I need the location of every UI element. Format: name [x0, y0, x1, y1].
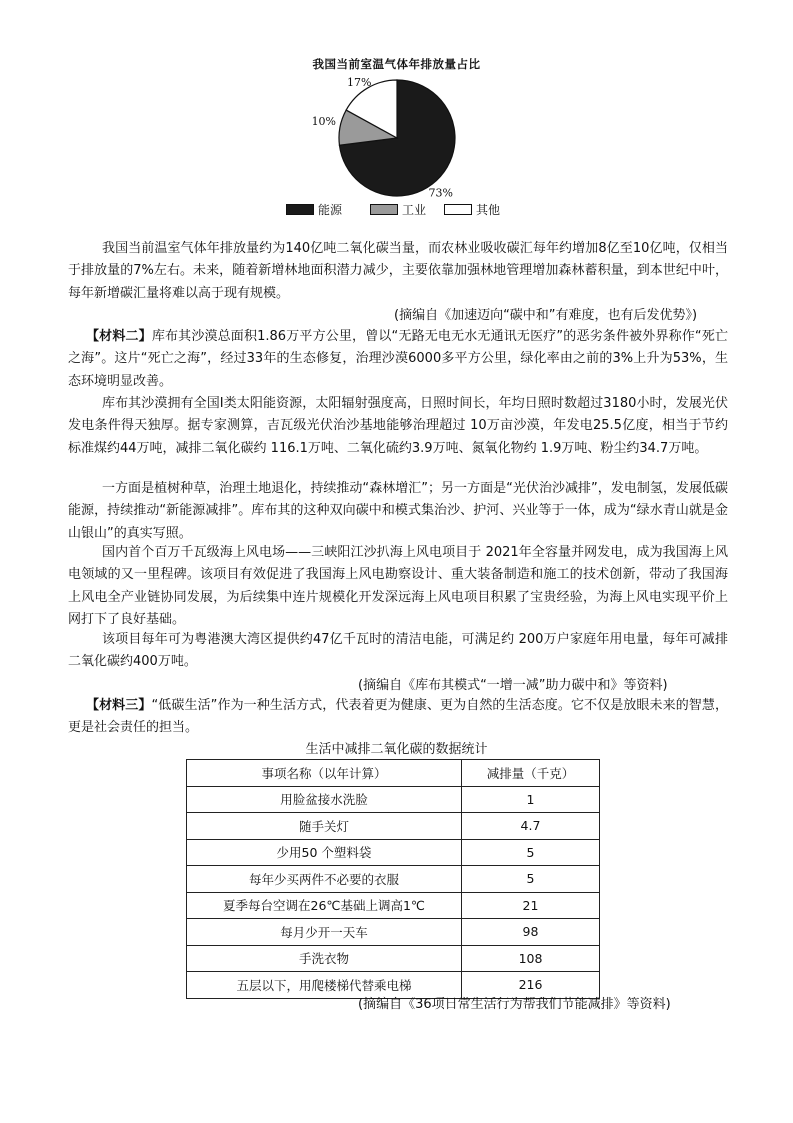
legend-item-industry [370, 201, 426, 218]
table-cell-item: 每月少开一天车 [187, 919, 462, 946]
table-cell-amount: 4.7 [462, 813, 600, 840]
table-row [187, 892, 600, 919]
table-cell-item: 每年少买两件不必要的衣服 [187, 866, 462, 893]
table-cell-item: 五层以下，用爬楼梯代替乘电梯 [187, 972, 462, 999]
table-title: 生活中减排二氧化碳的数据统计 [305, 742, 488, 757]
table-cell-item: 随手关灯 [187, 813, 462, 840]
source-2: (摘编自《库布其模式“一增一减”助力碳中和》等资料) [358, 678, 668, 693]
table-cell-item: 夏季每台空调在26℃基础上调高1℃ [187, 892, 462, 919]
paragraph-2 [68, 326, 728, 393]
table-cell-amount: 98 [462, 919, 600, 946]
legend-item-energy [286, 201, 342, 218]
material-2-label: 【材料二】 [86, 329, 152, 344]
table-header-amount: 减排量（千克） [462, 760, 600, 787]
pie-label-other: 17% [347, 76, 372, 90]
legend-item-other [444, 201, 500, 218]
table-cell-item: 用脸盆接水洗脸 [187, 786, 462, 813]
reduction-table [186, 759, 600, 999]
source-1: (摘编自《加速迈向“碳中和”有难度，也有后发优势》) [394, 308, 698, 323]
paragraph-1: 我国当前温室气体年排放量约为140亿吨二氧化碳当量，而农林业吸收碳汇每年约增加8亿至10亿吨，仅相当于排放量的7%左右。未来，随着新增林地面积潜力减少，主要依靠加强林地管理增加森林蓄积量，到本世纪中叶，每年新增碳汇量将难以高于现有规模。 [68, 241, 728, 301]
paragraph-7-text: “低碳生活”作为一种生活方式，代表着更为健康、更为自然的生活态度。它不仅是放眼未来的智慧，更是社会责任的担当。 [68, 698, 728, 736]
table-row [187, 839, 600, 866]
table-cell-amount: 108 [462, 945, 600, 972]
legend-label-energy: 能源 [318, 203, 343, 217]
table-row [187, 945, 600, 972]
paragraph-5: 国内首个百万千瓦级海上风电场——三峡阳江沙扒海上风电项目于 2021年全容量并网发电，成为我国海上风电领域的又一里程碑。该项目有效促进了我国海上风电勘察设计、重大装备制造和施工的技术创新，带动了我国海上风电全产业链协同发展，为后续集中连片规模化开发深远海上风电项目积累了宝贵经验，为海上风电实现平价上网打下了良好基础。 [68, 545, 728, 628]
chart-title: 我国当前室温气体年排放量占比 [312, 57, 481, 71]
legend-label-other: 其他 [476, 203, 501, 217]
table-row [187, 786, 600, 813]
pie-chart [300, 70, 500, 200]
paragraph-4: 一方面是植树种草，治理土地退化，持续推动“森林增汇”；另一方面是“光伏治沙减排”，发电制氢，发展低碳能源，持续推动“新能源减排”。库布其的这种双向碳中和模式集治沙、护河、兴业等于一体，成为“绿水青山就是金山银山”的真实写照。 [68, 481, 728, 541]
legend-swatch-other [444, 204, 472, 215]
paragraph-2-text: 库布其沙漠总面积1.86万平方公里，曾以“无路无电无水无通讯无医疗”的恶劣条件被外界称作“死亡之海”。这片“死亡之海”，经过33年的生态修复，治理沙漠6000多平方公里，绿化率由之前的3%上升为53%，生态环境明显改善。 [68, 329, 728, 389]
table-cell-amount: 216 [462, 972, 600, 999]
table-header-item: 事项名称（以年计算） [187, 760, 462, 787]
table-row [187, 919, 600, 946]
table-cell-item: 手洗衣物 [187, 945, 462, 972]
table-cell-amount: 5 [462, 866, 600, 893]
paragraph-7 [68, 695, 728, 740]
paragraph-3: 库布其沙漠拥有全国I类太阳能资源，太阳辐射强度高，日照时间长，年均日照时数超过3180小时，发展光伏发电条件得天独厚。据专家测算，吉瓦级光伏治沙基地能够治理超过 10万亩沙漠，年发电25.5亿度，相当于节约标准煤约44万吨，减排二氧化碳约 116.1万吨、二氧化硫约3.9万吨、氮氧化物约 1.9万吨、粉尘约34.7万吨。 [68, 396, 728, 456]
legend-label-industry: 工业 [402, 203, 427, 217]
material-3-label: 【材料三】 [86, 698, 152, 713]
table-cell-amount: 21 [462, 892, 600, 919]
legend-swatch-energy [286, 204, 314, 215]
table-cell-amount: 5 [462, 839, 600, 866]
table-row [187, 813, 600, 840]
legend-swatch-industry [370, 204, 398, 215]
table-header-row [187, 760, 600, 787]
pie-label-industry: 10% [311, 115, 337, 129]
source-3: (摘编自《36项日常生活行为帮我们节能减排》等资料) [358, 997, 671, 1012]
paragraph-6: 该项目每年可为粤港澳大湾区提供约47亿千瓦时的清洁电能，可满足约 200万户家庭年用电量，每年可减排二氧化碳约400万吨。 [68, 632, 728, 670]
pie-label-energy: 73% [428, 186, 453, 200]
table-cell-item: 少用50 个塑料袋 [187, 839, 462, 866]
table-row [187, 866, 600, 893]
table-cell-amount: 1 [462, 786, 600, 813]
